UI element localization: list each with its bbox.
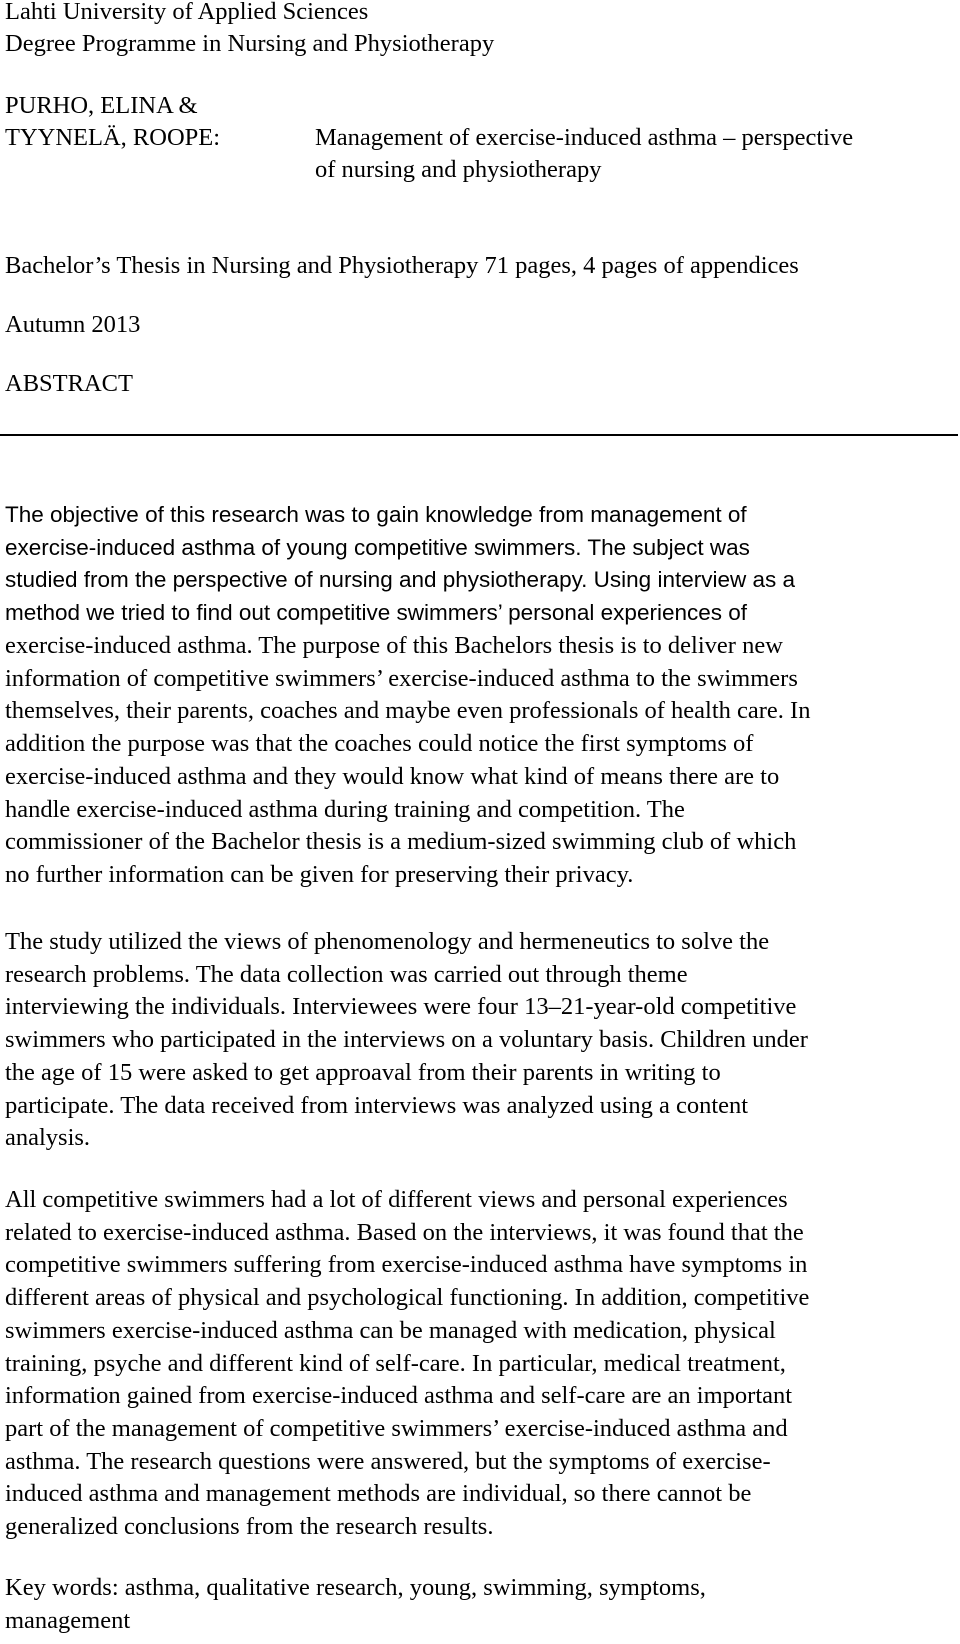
abstract-line: The study utilized the views of phenomenology and hermeneutics to solve the bbox=[5, 928, 770, 955]
abstract-line: handle exercise-induced asthma during training and competition. The bbox=[5, 795, 685, 823]
abstract-line: The objective of this research was to gain knowledge from management of bbox=[5, 502, 747, 527]
thesis-title-line-1: Management of exercise-induced asthma – perspective bbox=[315, 124, 854, 151]
abstract-line: competitive swimmers suffering from exercise-induced asthma have symptoms in bbox=[5, 1251, 808, 1279]
abstract-line: swimmers who participated in the interviews on a voluntary basis. Children under bbox=[5, 1026, 808, 1054]
abstract-paragraph-1-continued bbox=[5, 630, 955, 892]
authors-line-1: PURHO, ELINA & bbox=[5, 92, 198, 119]
keywords-line: management bbox=[5, 1606, 131, 1634]
abstract-paragraph-3 bbox=[5, 1184, 955, 1544]
abstract-line: commissioner of the Bachelor thesis is a medium-sized swimming club of which bbox=[5, 828, 797, 856]
term: Autumn 2013 bbox=[5, 311, 141, 338]
abstract-line: exercise-induced asthma of young competitive swimmers. The subject was bbox=[5, 534, 750, 560]
header-divider bbox=[0, 434, 958, 436]
abstract-line: different areas of physical and psychological functioning. In addition, competitive bbox=[5, 1284, 810, 1312]
abstract-line: analysis. bbox=[5, 1124, 91, 1152]
thesis-info: Bachelor’s Thesis in Nursing and Physiotherapy 71 pages, 4 pages of appendices bbox=[5, 252, 799, 279]
abstract-line: participate. The data received from interviews was analyzed using a content bbox=[5, 1091, 749, 1119]
abstract-line: research problems. The data collection was carried out through theme bbox=[5, 960, 688, 988]
abstract-paragraph-2 bbox=[5, 926, 955, 1155]
abstract-line: addition the purpose was that the coaches could notice the first symptoms of bbox=[5, 730, 754, 758]
abstract-line: exercise-induced asthma and they would know what kind of means there are to bbox=[5, 762, 780, 790]
abstract-line: generalized conclusions from the research results. bbox=[5, 1513, 494, 1541]
abstract-line: part of the management of competitive swimmers’ exercise-induced asthma and bbox=[5, 1414, 788, 1442]
abstract-line: training, psyche and different kind of self-care. In particular, medical treatment, bbox=[5, 1349, 786, 1377]
keywords bbox=[5, 1572, 955, 1637]
abstract-line: the age of 15 were asked to get approaval from their parents in writing to bbox=[5, 1058, 721, 1086]
abstract-line: related to exercise-induced asthma. Based on the interviews, it was found that the bbox=[5, 1218, 804, 1246]
abstract-line: information of competitive swimmers’ exercise-induced asthma to the swimmers bbox=[5, 664, 798, 692]
institution-name: Lahti University of Applied Sciences bbox=[5, 0, 369, 25]
keywords-line: Key words: asthma, qualitative research, young, swimming, symptoms, bbox=[5, 1574, 706, 1601]
abstract-line: interviewing the individuals. Interviewees were four 13–21-year-old competitive bbox=[5, 993, 797, 1021]
authors-line-2: TYYNELÄ, ROOPE: bbox=[5, 124, 221, 151]
abstract-line: induced asthma and management methods are individual, so there cannot be bbox=[5, 1480, 752, 1508]
abstract-line: exercise-induced asthma. The purpose of this Bachelors thesis is to deliver new bbox=[5, 632, 783, 659]
section-heading: ABSTRACT bbox=[5, 370, 133, 397]
abstract-paragraph-1 bbox=[5, 499, 955, 630]
abstract-line: All competitive swimmers had a lot of different views and personal experiences bbox=[5, 1186, 788, 1213]
abstract-line: studied from the perspective of nursing and physiotherapy. Using interview as a bbox=[5, 567, 796, 593]
abstract-line: swimmers exercise-induced asthma can be managed with medication, physical bbox=[5, 1316, 776, 1344]
abstract-line: themselves, their parents, coaches and maybe even professionals of health care. In bbox=[5, 697, 811, 725]
thesis-title-line-2: of nursing and physiotherapy bbox=[315, 156, 602, 183]
abstract-line: information gained from exercise-induced asthma and self-care are an important bbox=[5, 1382, 793, 1410]
abstract-line: method we tried to find out competitive swimmers’ personal experiences of bbox=[5, 600, 748, 626]
degree-programme: Degree Programme in Nursing and Physiotherapy bbox=[5, 30, 495, 57]
abstract-line: no further information can be given for preserving their privacy. bbox=[5, 860, 634, 888]
abstract-line: asthma. The research questions were answered, but the symptoms of exercise- bbox=[5, 1447, 771, 1475]
